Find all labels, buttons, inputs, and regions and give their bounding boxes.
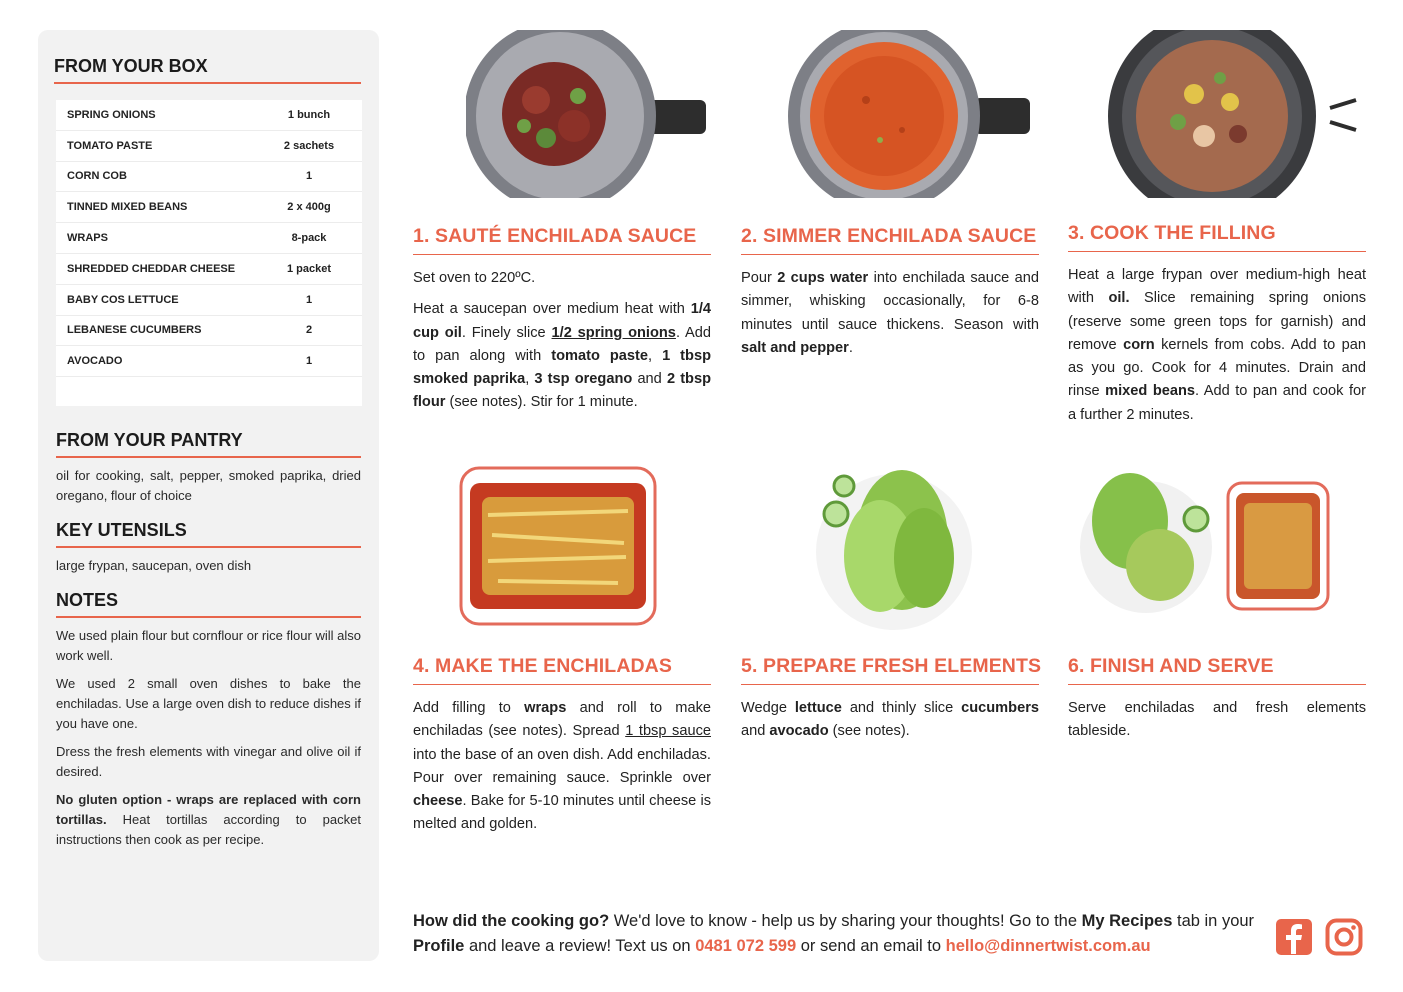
step-2	[741, 225, 1039, 368]
phone-link[interactable]: 0481 072 599	[695, 937, 797, 955]
text: and	[632, 371, 667, 388]
ingredient-qty: 8-pack	[291, 232, 327, 245]
ingredient-qty: 1	[305, 293, 313, 306]
text: . Finely slice	[461, 324, 552, 341]
step-paragraph	[1068, 264, 1366, 427]
ingredients-table	[56, 100, 362, 406]
ingredient-ref: wraps	[524, 700, 567, 716]
ingredient-row	[56, 346, 362, 377]
ingredient-qty: 1	[305, 170, 313, 183]
text: . Bake for 5-10 minutes until cheese is melted and golden.	[413, 793, 711, 833]
ingredient-name: BABY COS LETTUCE	[67, 293, 179, 306]
step-paragraph	[413, 697, 711, 837]
ingredient-row	[56, 192, 362, 223]
ingredient-row	[56, 285, 362, 316]
ingredient-ref: corn	[1123, 336, 1155, 353]
step-body	[1068, 697, 1366, 744]
ingredient-ref: 1 tbsp smoked paprika	[413, 347, 711, 388]
ingredient-row	[56, 254, 362, 285]
ingredient-name: LEBANESE CUCUMBERS	[67, 324, 202, 337]
ingredient-ref: 2 cups water	[777, 270, 869, 286]
ingredient-qty: 2 sachets	[283, 139, 335, 152]
ingredient-ref: 1/4 cup oil	[413, 301, 711, 341]
text: . Add to pan along with	[413, 324, 711, 364]
step-1-image	[466, 30, 706, 200]
ingredient-row	[56, 131, 362, 162]
text: Heat a large frypan over medium-high heat with	[1068, 267, 1366, 307]
text: and leave a review! Text us on	[464, 937, 696, 955]
step-6	[1068, 655, 1366, 752]
utensils-title: KEY UTENSILS	[56, 520, 361, 548]
box-title: FROM YOUR BOX	[54, 56, 361, 84]
text: (see notes).	[828, 723, 910, 740]
ingredient-ref: lettuce	[794, 700, 842, 716]
step-1	[413, 225, 711, 423]
ingredient-qty: 1 bunch	[287, 108, 331, 121]
ingredient-ref: avocado	[769, 723, 829, 740]
notes-title: NOTES	[56, 590, 361, 618]
note: Dress the fresh elements with vinegar and olive oil if desired.	[56, 744, 361, 779]
text: Add filling to	[413, 700, 525, 716]
instagram-icon[interactable]	[1325, 918, 1363, 956]
ingredient-row	[56, 316, 362, 347]
step-4-image	[458, 465, 658, 627]
notes-section	[56, 590, 361, 850]
ingredient-name: TINNED MIXED BEANS	[67, 201, 188, 214]
ingredient-ref: 2 tbsp flour	[413, 371, 712, 411]
ingredient-qty: 2	[305, 324, 313, 337]
ingredient-ref: cheese	[413, 793, 463, 810]
text: into enchilada sauce and simmer, whisking occasionally, for 6-8 minutes until sauce thickens. Season with	[741, 270, 1039, 333]
feedback-footer	[413, 909, 1263, 959]
step-paragraph	[741, 267, 1039, 360]
step-5	[741, 655, 1042, 752]
text: Wedge	[741, 700, 795, 716]
text: .	[848, 339, 853, 356]
ingredient-qty: 1	[305, 355, 313, 368]
ingredient-name: SHREDDED CHEDDAR CHEESE	[67, 262, 236, 275]
ingredient-ref: 1 tbsp sauce	[625, 723, 711, 740]
text: and roll to make enchiladas (see notes). Spread	[413, 700, 711, 740]
pantry-text: oil for cooking, salt, pepper, smoked paprika, dried oregano, flour of choice	[56, 468, 361, 503]
step-title: 2. SIMMER ENCHILADA SAUCE	[741, 225, 1039, 255]
text: (see notes). Stir for 1 minute.	[445, 394, 638, 411]
text: We'd love to know - help us by sharing your thoughts! Go to the	[609, 912, 1082, 930]
step-body	[1068, 264, 1366, 427]
text: into the base of an oven dish. Add enchiladas. Pour over remaining sauce. Sprinkle over	[413, 746, 711, 786]
ingredient-ref: oil.	[1108, 290, 1130, 307]
step-title: 3. COOK THE FILLING	[1068, 222, 1366, 252]
ingredient-row	[56, 100, 362, 131]
ingredient-ref: mixed beans	[1105, 383, 1196, 400]
step-4	[413, 655, 711, 845]
step-3	[1068, 222, 1366, 435]
note	[56, 790, 361, 850]
text: ,	[525, 371, 535, 388]
notes-text	[56, 626, 361, 850]
ingredient-ref: 3 tsp oregano	[534, 371, 633, 388]
ingredient-qty: 2 x 400g	[287, 201, 331, 214]
text: Pour	[741, 270, 778, 286]
ingredient-name: WRAPS	[67, 232, 108, 245]
text: Heat a saucepan over medium heat with	[413, 301, 691, 318]
sidebar	[38, 30, 379, 961]
ingredient-ref: tomato paste	[551, 347, 648, 364]
text: kernels from cobs. Add to pan as you go. Cook for 4 minutes. Drain and rinse	[1068, 336, 1367, 400]
text: or send an email to	[796, 937, 946, 955]
note: We used plain flour but cornflour or rice flour will also work well.	[56, 628, 361, 663]
my-recipes-link[interactable]: My Recipes	[1081, 912, 1173, 930]
utensils-section	[56, 520, 361, 576]
feedback-question: How did the cooking go?	[413, 912, 610, 930]
text: ,	[648, 347, 663, 364]
text: and	[741, 723, 770, 740]
text: tab in your	[1172, 912, 1255, 930]
step-5-image	[808, 460, 980, 630]
note: We used 2 small oven dishes to bake the enchiladas. Use a large oven dish to reduce dishes if you have one.	[56, 676, 361, 731]
ingredient-ref: salt and pepper	[741, 339, 849, 356]
ingredient-name: AVOCADO	[67, 355, 123, 368]
ingredient-qty: 1 packet	[286, 262, 332, 275]
text: Slice remaining spring onions (reserve some green tops for garnish) and remove	[1068, 290, 1366, 353]
text: . Add to pan and cook for a further 2 minutes.	[1068, 383, 1366, 423]
step-paragraph: Set oven to 220ºC.	[413, 270, 536, 286]
step-title: 5. PREPARE FRESH ELEMENTS	[741, 655, 1039, 685]
pan-handle	[974, 98, 1030, 134]
step-paragraph: Serve enchiladas and fresh elements tableside.	[1068, 700, 1366, 740]
ingredient-row	[56, 223, 362, 254]
step-3-image	[1108, 30, 1358, 200]
email-link[interactable]: hello@dinnertwist.com.au	[945, 937, 1151, 955]
note-rest: Heat tortillas according to packet instructions then cook as per recipe.	[56, 812, 361, 847]
ingredient-name: CORN COB	[67, 170, 127, 183]
note-bold: No gluten option - wraps are replaced with corn tortillas.	[56, 792, 361, 827]
step-body	[413, 697, 711, 837]
step-body	[741, 267, 1039, 360]
ingredient-name: TOMATO PASTE	[67, 139, 153, 152]
step-2-image	[784, 30, 1030, 200]
step-body	[413, 267, 711, 415]
facebook-icon[interactable]	[1275, 918, 1313, 956]
text: and thinly slice	[841, 700, 962, 716]
pantry-title: FROM YOUR PANTRY	[56, 430, 361, 458]
step-6-image	[1068, 463, 1332, 615]
ingredient-name: SPRING ONIONS	[67, 108, 156, 121]
step-title: 6. FINISH AND SERVE	[1068, 655, 1366, 685]
step-body	[741, 697, 1039, 744]
step-title: 1. SAUTÉ ENCHILADA SAUCE	[413, 225, 711, 255]
pantry-section	[56, 430, 361, 506]
pan-handle	[1330, 100, 1356, 130]
step-title: 4. MAKE THE ENCHILADAS	[413, 655, 711, 685]
profile-link[interactable]: Profile	[413, 937, 465, 955]
step-paragraph	[413, 298, 711, 414]
ingredient-ref: 1/2 spring onions	[551, 324, 676, 341]
ingredient-ref: cucumbers	[961, 700, 1039, 716]
step-paragraph	[741, 697, 1039, 744]
ingredient-row	[56, 162, 362, 193]
utensils-text: large frypan, saucepan, oven dish	[56, 558, 252, 573]
